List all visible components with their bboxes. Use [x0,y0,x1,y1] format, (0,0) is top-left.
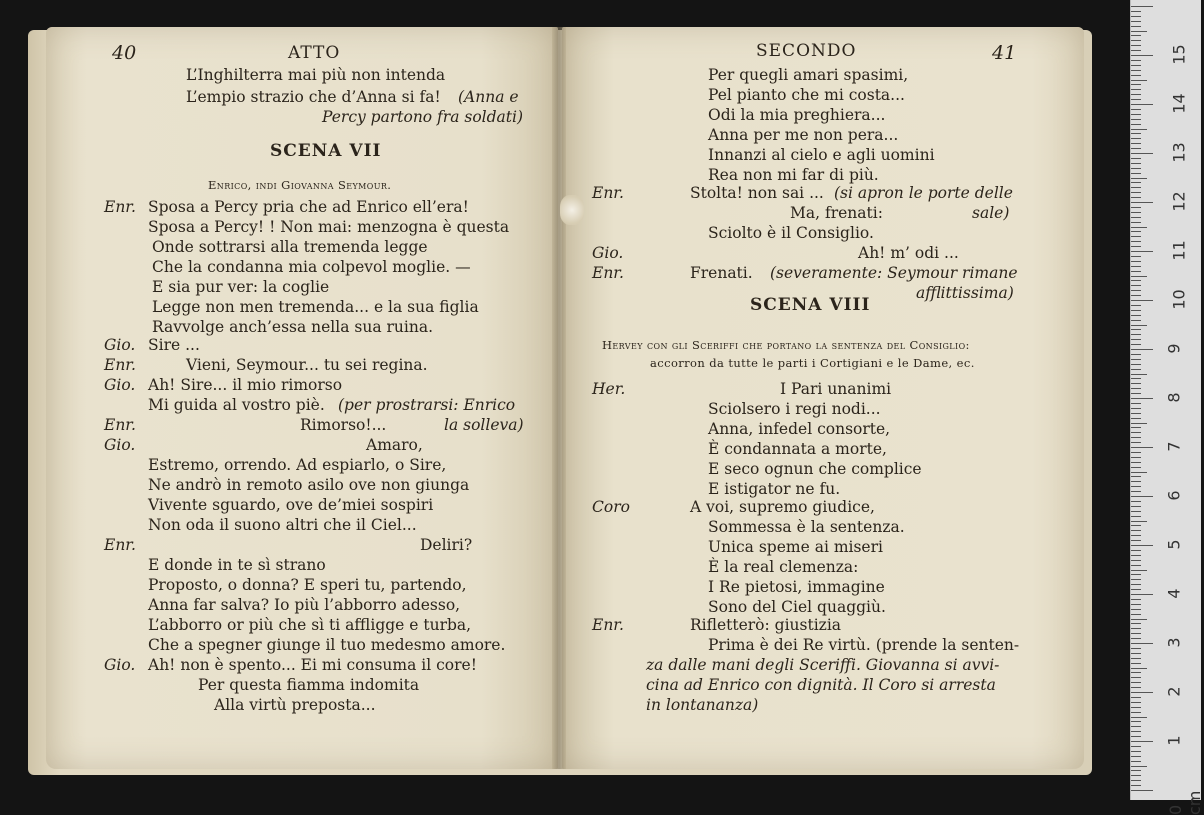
ruler-tick [1131,682,1141,683]
verse-line: Anna, infedel consorte, [708,420,891,438]
ruler-tick [1131,692,1153,693]
ruler-tick [1131,178,1147,179]
ruler-tick [1131,6,1153,7]
ruler-tick [1131,26,1141,27]
verse-line: Rea non mi far di più. [708,166,879,184]
stage-direction: (Anna e [458,88,519,106]
ruler-tick [1131,168,1141,169]
ruler-tick [1131,462,1141,463]
verse-line: È la real clemenza: [708,558,859,576]
ruler-number: 14 [1169,93,1189,114]
ruler-tick [1131,770,1141,771]
ruler-tick [1131,746,1141,747]
ruler-tick [1131,246,1141,247]
verse-line: Innanzi al cielo e agli uomini [708,146,935,164]
verse-line: E istigator ne fu. [708,480,841,498]
verse-line: Ravvolge anch’essa nella sua ruina. [152,318,433,336]
verse-line: Odi la mia preghiera... [708,106,886,124]
ruler-tick [1131,677,1141,678]
ruler-tick [1131,80,1147,81]
ruler-tick [1131,721,1141,722]
ruler-tick [1131,50,1141,51]
ruler-tick [1131,756,1141,757]
ruler-tick [1131,418,1141,419]
stage-direction: za dalle mani degli Sceriffi. Giovanna si avvi- [646,656,1000,674]
ruler-tick [1131,766,1147,767]
ruler-tick [1131,266,1141,267]
ruler-tick [1131,403,1141,404]
speaker-label: Enr. [592,264,624,282]
ruler-tick [1131,138,1141,139]
ruler-tick [1131,119,1141,120]
ruler-tick [1131,535,1141,536]
ruler-tick [1131,143,1141,144]
book-gutter [552,27,566,769]
scene-viii-title: SCENA VIII [750,295,871,315]
ruler-tick [1131,212,1141,213]
ruler-tick [1131,423,1147,424]
ruler-tick [1131,555,1141,556]
ruler-tick [1131,339,1141,340]
ruler-tick [1131,202,1153,203]
ruler-number: 11 [1169,240,1189,261]
verse-line: Estremo, orrendo. Ad espiarlo, o Sire, [148,456,447,474]
left-running-head: ATTO [288,43,341,63]
verse-line: Alla virtù preposta... [214,696,376,714]
ruler-tick [1131,241,1141,242]
ruler-tick [1131,697,1141,698]
ruler-tick [1131,383,1141,384]
ruler-tick [1131,614,1141,615]
ruler-number: 7 [1164,441,1184,452]
ruler-tick [1131,663,1141,664]
ruler-tick [1131,594,1153,595]
ruler-tick [1131,653,1141,654]
ruler-tick [1131,280,1141,281]
ruler-number: 2 [1164,686,1184,697]
scene-viii-subtitle-line-2: accorron da tutte le parti i Cortigiani e le Dame, ec. [650,356,975,370]
ruler-tick [1131,570,1147,571]
speaker-label: Enr. [592,184,624,202]
ruler-tick [1131,790,1153,791]
ruler-tick [1131,364,1141,365]
ruler-tick [1131,496,1153,497]
ruler-tick [1131,104,1153,105]
stage-direction: la solleva) [444,416,524,434]
ruler-tick [1131,447,1153,448]
ruler-tick [1131,129,1147,130]
speaker-label: Gio. [104,656,136,674]
ruler-number: 10 [1169,289,1189,310]
ruler-tick [1131,775,1141,776]
measuring-ruler [1130,0,1204,815]
ruler-tick [1131,574,1141,575]
ruler-tick [1131,369,1141,370]
ruler-number: 4 [1164,588,1184,599]
ruler-tick [1131,609,1141,610]
scene-vii-title: SCENA VII [270,141,382,161]
ruler-tick [1131,99,1141,100]
ruler-tick [1131,182,1141,183]
ruler-tick [1131,511,1141,512]
ruler-tick [1131,619,1147,620]
ruler-tick [1131,84,1141,85]
ruler-tick [1131,726,1141,727]
ruler-tick [1131,408,1141,409]
ruler-tick [1131,251,1153,252]
ruler-tick [1131,334,1141,335]
ruler-tick [1131,628,1141,629]
verse-line: Frenati. [690,264,753,282]
verse-line: L’abborro or più che sì ti affligge e turba, [148,616,472,634]
scene-viii-subtitle-line-1: Hervey con gli Sceriffi che portano la sentenza del Consiglio: [602,338,970,352]
verse-line: Unica speme ai miseri [708,538,883,556]
left-page-number: 40 [112,42,137,64]
verse-line: Che la condanna mia colpevol moglie. — [152,258,471,276]
ruler-tick [1131,780,1141,781]
verse-line: Stolta! non sai ... [690,184,824,202]
verse-line: Ah! m’ odi ... [858,244,959,262]
verse-line: Ne andrò in remoto asilo ove non giunga [148,476,470,494]
verse-line: Per questa fiamma indomita [198,676,420,694]
stage-direction: sale) [972,204,1010,222]
ruler-tick [1131,736,1141,737]
ruler-tick [1131,187,1141,188]
verse-line: Per quegli amari spasimi, [708,66,909,84]
ruler-tick [1131,442,1141,443]
ruler-tick [1131,643,1153,644]
ruler-tick [1131,16,1141,17]
verse-line: Sposa a Percy! ! Non mai: menzogna è questa [148,218,510,236]
ruler-tick [1131,707,1141,708]
stage-direction: cina ad Enrico con dignità. Il Coro si arresta [646,676,996,694]
ruler-tick [1131,452,1141,453]
speaker-label: Enr. [104,416,136,434]
scene-vii-subtitle: Enrico, indi Giovanna Seymour. [208,178,392,192]
verse-line: Sommessa è la sentenza. [708,518,905,536]
right-page-number: 41 [992,42,1017,64]
verse-line: Ma, frenati: [790,204,883,222]
stage-direction: Percy partono fra soldati) [322,108,524,126]
ruler-tick [1131,217,1141,218]
ruler-tick [1131,231,1141,232]
ruler-tick [1131,295,1141,296]
ruler-tick [1131,192,1141,193]
ruler-number: 13 [1169,142,1189,163]
ruler-tick [1131,467,1141,468]
ruler-tick [1131,579,1141,580]
verse-line: Rimorso!... [300,416,387,434]
ruler-tick [1131,525,1141,526]
stage-direction: (si apron le porte delle [834,184,1013,202]
ruler-tick [1131,344,1141,345]
verse-line: Mi guida al vostro piè. [148,396,325,414]
ruler-tick [1131,271,1141,272]
verse-line: E sia pur ver: la coglie [152,278,330,296]
ruler-tick [1131,354,1141,355]
verse-line: L’empio strazio che d’Anna si fa! [186,88,441,106]
speaker-label: Coro [592,498,630,516]
speaker-label: Gio. [104,376,136,394]
verse-line: Pel pianto che mi costa... [708,86,905,104]
ruler-tick [1131,712,1141,713]
ruler-tick [1131,378,1141,379]
verse-line: Anna per me non pera... [708,126,899,144]
ruler-tick [1131,227,1147,228]
ruler-tick [1131,638,1141,639]
ruler-tick [1131,432,1141,433]
verse-line: I Re pietosi, immagine [708,578,885,596]
ruler-tick [1131,31,1147,32]
ruler-tick [1131,276,1147,277]
ruler-tick [1131,148,1141,149]
ruler-tick [1131,124,1141,125]
ruler-tick [1131,320,1141,321]
right-running-head: SECONDO [756,41,857,61]
ruler-tick [1131,702,1141,703]
verse-line: Prima è dei Re virtù. (prende la senten- [708,636,1020,654]
ruler-tick [1131,40,1141,41]
verse-line: E donde in te sì strano [148,556,326,574]
ruler-tick [1131,325,1147,326]
ruler-tick [1131,359,1141,360]
ruler-tick [1131,393,1141,394]
ruler-tick [1131,521,1147,522]
speaker-label: Gio. [592,244,624,262]
ruler-tick [1131,109,1141,110]
ruler-tick [1131,89,1141,90]
ruler-number: 9 [1164,343,1184,354]
ruler-tick [1131,315,1141,316]
stage-direction: (severamente: Seymour rimane [770,264,1018,282]
ruler-tick [1131,589,1141,590]
speaker-label: Her. [592,380,626,398]
verse-line: Deliri? [420,536,473,554]
ruler-tick [1131,717,1147,718]
ruler-tick [1131,133,1141,134]
verse-line: L’Inghilterra mai più non intenda [186,66,446,84]
verse-line: A voi, supremo giudice, [690,498,875,516]
ruler-tick [1131,21,1141,22]
ruler-tick [1131,197,1141,198]
ruler-tick [1131,731,1141,732]
ruler-number: 0 cm [1166,790,1204,815]
ruler-tick [1131,70,1141,71]
ruler-tick [1131,623,1141,624]
ruler-tick [1131,506,1141,507]
ruler-tick [1131,60,1141,61]
ruler-tick [1131,672,1141,673]
ruler-tick [1131,158,1141,159]
ruler-number: 5 [1164,539,1184,550]
ruler-tick [1131,599,1141,600]
ruler-tick [1131,604,1141,605]
ruler-tick [1131,761,1141,762]
ruler-tick [1131,560,1141,561]
ruler-number: 12 [1169,191,1189,212]
stage-direction: afflittissima) [916,284,1014,302]
ruler-tick [1131,545,1153,546]
ruler-tick [1131,285,1141,286]
ruler-tick [1131,472,1147,473]
speaker-label: Gio. [104,336,136,354]
ruler-tick [1131,94,1141,95]
ruler-number: 15 [1169,44,1189,65]
verse-line: Sciolto è il Consiglio. [708,224,874,242]
verse-line: Ah! Sire... il mio rimorso [148,376,343,394]
verse-line: Non oda il suono altri che il Ciel... [148,516,417,534]
verse-line: Amaro, [366,436,423,454]
verse-line: Sciolsero i regi nodi... [708,400,881,418]
ruler-tick [1131,388,1141,389]
verse-line: Vivente sguardo, ove de’miei sospiri [148,496,434,514]
ruler-tick [1131,584,1141,585]
verse-line: Onde sottrarsi alla tremenda legge [152,238,428,256]
ruler-tick [1131,413,1141,414]
ruler-tick [1131,349,1153,350]
ruler-tick [1131,35,1141,36]
verse-line: È condannata a morte, [708,440,887,458]
ruler-tick [1131,65,1141,66]
verse-line: Rifletterò: giustizia [690,616,842,634]
ruler-tick [1131,540,1141,541]
ruler-tick [1131,530,1141,531]
verse-line: Sire ... [148,336,200,354]
ruler-tick [1131,305,1141,306]
ruler-number: 8 [1164,392,1184,403]
ruler-tick [1131,476,1141,477]
ruler-tick [1131,11,1141,12]
ruler-tick [1131,310,1141,311]
verse-line: Vieni, Seymour... tu sei regina. [186,356,428,374]
verse-line: Legge non men tremenda... e la sua figlia [152,298,479,316]
ruler-number: 1 [1164,735,1184,746]
stage-direction: in lontananza) [646,696,759,714]
ruler-tick [1131,751,1141,752]
paper-tear [560,195,584,225]
ruler-tick [1131,236,1141,237]
ruler-tick [1131,45,1141,46]
verse-line: Sposa a Percy pria che ad Enrico ell’era! [148,198,469,216]
ruler-tick [1131,290,1141,291]
ruler-tick [1131,785,1141,786]
verse-line: Ah! non è spento... Ei mi consuma il core! [148,656,477,674]
ruler-tick [1131,55,1153,56]
ruler-tick [1131,501,1141,502]
ruler-tick [1131,687,1141,688]
ruler-tick [1131,648,1141,649]
stage-direction: (per prostrarsi: Enrico [338,396,516,414]
ruler-tick [1131,741,1153,742]
speaker-label: Enr. [104,356,136,374]
speaker-label: Enr. [104,536,136,554]
speaker-label: Enr. [104,198,136,216]
ruler-tick [1131,256,1141,257]
ruler-tick [1131,437,1141,438]
ruler-tick [1131,329,1141,330]
verse-line: E seco ognun che complice [708,460,922,478]
speaker-label: Gio. [104,436,136,454]
ruler-tick [1131,457,1141,458]
ruler-tick [1131,398,1153,399]
ruler-tick [1131,374,1147,375]
ruler-number: 6 [1164,490,1184,501]
ruler-tick [1131,486,1141,487]
verse-line: Che a spegner giunge il tuo medesmo amore. [148,636,506,654]
ruler-tick [1131,222,1141,223]
ruler-number: 3 [1164,637,1184,648]
ruler-tick [1131,565,1141,566]
ruler-tick [1131,658,1141,659]
ruler-tick [1131,668,1147,669]
verse-line: Anna far salva? Io più l’abborro adesso, [148,596,461,614]
ruler-tick [1131,550,1141,551]
ruler-tick [1131,207,1141,208]
ruler-tick [1131,481,1141,482]
ruler-tick [1131,163,1141,164]
verse-line: Proposto, o donna? E speri tu, partendo, [148,576,467,594]
ruler-tick [1131,516,1141,517]
verse-line: I Pari unanimi [780,380,892,398]
ruler-tick [1131,114,1141,115]
ruler-tick [1131,427,1141,428]
ruler-tick [1131,75,1141,76]
verse-line: Sono del Ciel quaggiù. [708,598,886,616]
speaker-label: Enr. [592,616,624,634]
ruler-tick [1131,491,1141,492]
ruler-tick [1131,261,1141,262]
ruler-tick [1131,153,1153,154]
ruler-tick [1131,173,1141,174]
ruler-tick [1131,300,1153,301]
ruler-tick [1131,633,1141,634]
